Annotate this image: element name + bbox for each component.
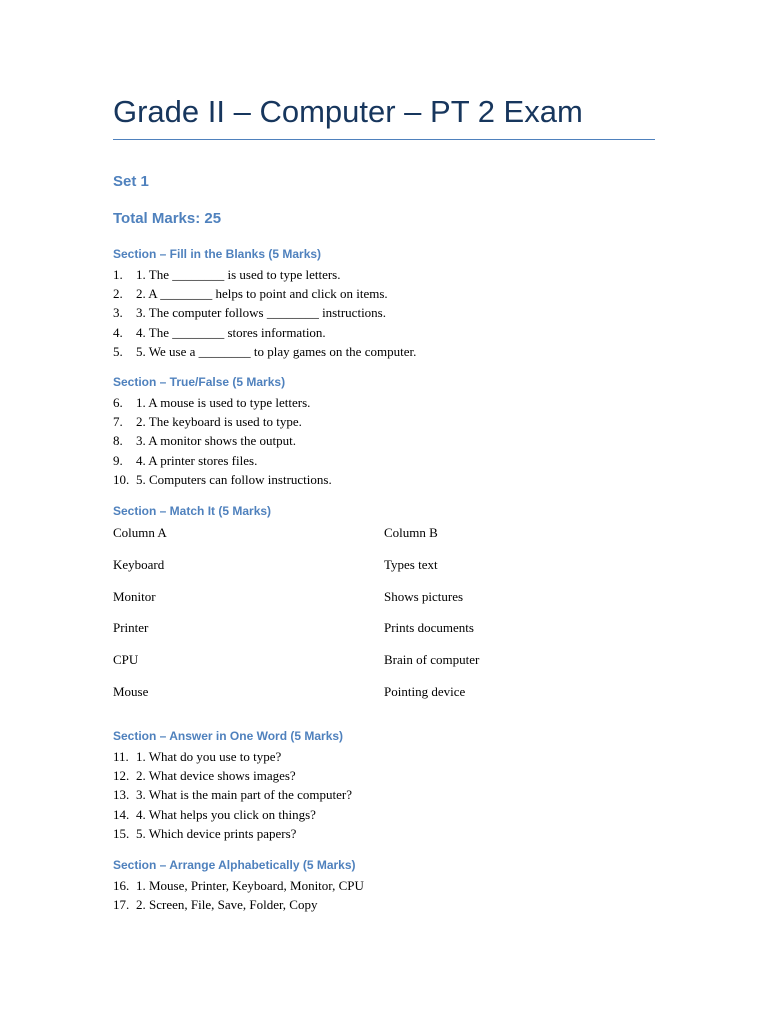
item-number: 8. — [113, 433, 123, 449]
match-right-cell: Types text — [384, 556, 438, 572]
list-item — [113, 284, 416, 303]
alpha-list — [113, 876, 364, 914]
item-number: 14. — [113, 806, 130, 822]
set-heading: Set 1 — [113, 173, 149, 190]
page-title: Grade II – Computer – PT 2 Exam — [113, 94, 583, 129]
item-text: 1. A mouse is used to type letters. — [136, 395, 311, 410]
list-item — [113, 342, 416, 361]
match-row — [113, 555, 655, 587]
item-text: 4. The ________ stores information. — [136, 324, 326, 340]
item-text: 3. The computer follows ________ instructions. — [136, 305, 386, 321]
match-right-cell: Prints documents — [384, 620, 474, 636]
list-item — [113, 470, 332, 489]
item-number: 7. — [113, 414, 123, 430]
item-text: 5. We use a ________ to play games on the computer. — [136, 343, 417, 359]
total-marks-heading: Total Marks: 25 — [113, 210, 222, 227]
list-item — [113, 265, 416, 284]
list-item — [113, 747, 352, 766]
item-text: 2. What device shows images? — [136, 768, 296, 784]
match-row — [113, 682, 655, 714]
list-item — [113, 412, 332, 431]
item-number: 16. — [113, 878, 130, 893]
item-text: 2. A ________ helps to point and click on items. — [136, 286, 388, 302]
match-right-cell: Shows pictures — [384, 588, 464, 604]
title-underline — [113, 139, 655, 140]
item-number: 13. — [113, 787, 130, 803]
section-heading-alpha: Section – Arrange Alphabetically (5 Marks) — [113, 858, 356, 872]
list-item — [113, 824, 352, 843]
list-item — [113, 451, 332, 470]
match-row — [113, 650, 655, 682]
item-number: 3. — [113, 305, 123, 321]
item-number: 6. — [113, 395, 123, 410]
item-number: 11. — [113, 749, 129, 764]
list-item — [113, 785, 352, 804]
match-left-cell: CPU — [113, 652, 139, 668]
match-left-cell: Keyboard — [113, 556, 165, 572]
section-heading-oneword: Section – Answer in One Word (5 Marks) — [113, 729, 344, 743]
truefalse-list — [113, 393, 332, 489]
item-number: 12. — [113, 768, 130, 784]
section-heading-fill: Section – Fill in the Blanks (5 Marks) — [113, 247, 322, 261]
item-text: 3. A monitor shows the output. — [136, 433, 296, 449]
column-b-header: Column B — [384, 525, 438, 540]
list-item — [113, 895, 364, 914]
item-number: 10. — [113, 471, 130, 487]
item-number: 15. — [113, 825, 130, 841]
list-item — [113, 431, 332, 450]
list-item — [113, 393, 332, 412]
list-item — [113, 805, 352, 824]
item-text: 4. A printer stores files. — [136, 452, 258, 468]
item-text: 5. Which device prints papers? — [136, 825, 297, 841]
item-text: 2. Screen, File, Save, Folder, Copy — [136, 897, 318, 913]
item-number: 17. — [113, 897, 130, 913]
match-left-cell: Monitor — [113, 588, 156, 604]
item-number: 5. — [113, 343, 123, 359]
list-item — [113, 766, 352, 785]
item-text: 3. What is the main part of the computer? — [136, 787, 352, 803]
match-left-cell: Mouse — [113, 683, 149, 699]
fill-list — [113, 265, 416, 361]
item-number: 4. — [113, 324, 123, 340]
item-text: 5. Computers can follow instructions. — [136, 471, 332, 487]
match-row — [113, 587, 655, 619]
item-text: 1. The ________ is used to type letters. — [136, 267, 341, 282]
match-right-cell: Pointing device — [384, 683, 466, 699]
item-text: 1. Mouse, Printer, Keyboard, Monitor, CPU — [136, 878, 364, 893]
match-header-row — [113, 523, 655, 555]
match-row — [113, 618, 655, 650]
item-number: 9. — [113, 452, 123, 468]
match-right-cell: Brain of computer — [384, 652, 480, 668]
section-heading-truefalse: Section – True/False (5 Marks) — [113, 375, 286, 389]
section-heading-match: Section – Match It (5 Marks) — [113, 504, 272, 518]
item-text: 2. The keyboard is used to type. — [136, 414, 302, 430]
list-item — [113, 303, 416, 322]
item-text: 4. What helps you click on things? — [136, 806, 316, 822]
list-item — [113, 323, 416, 342]
column-a-header: Column A — [113, 525, 167, 540]
list-item — [113, 876, 364, 895]
item-number: 2. — [113, 286, 123, 302]
item-text: 1. What do you use to type? — [136, 749, 282, 764]
oneword-list — [113, 747, 352, 843]
match-table — [113, 523, 655, 714]
match-left-cell: Printer — [113, 620, 149, 636]
item-number: 1. — [113, 267, 123, 282]
